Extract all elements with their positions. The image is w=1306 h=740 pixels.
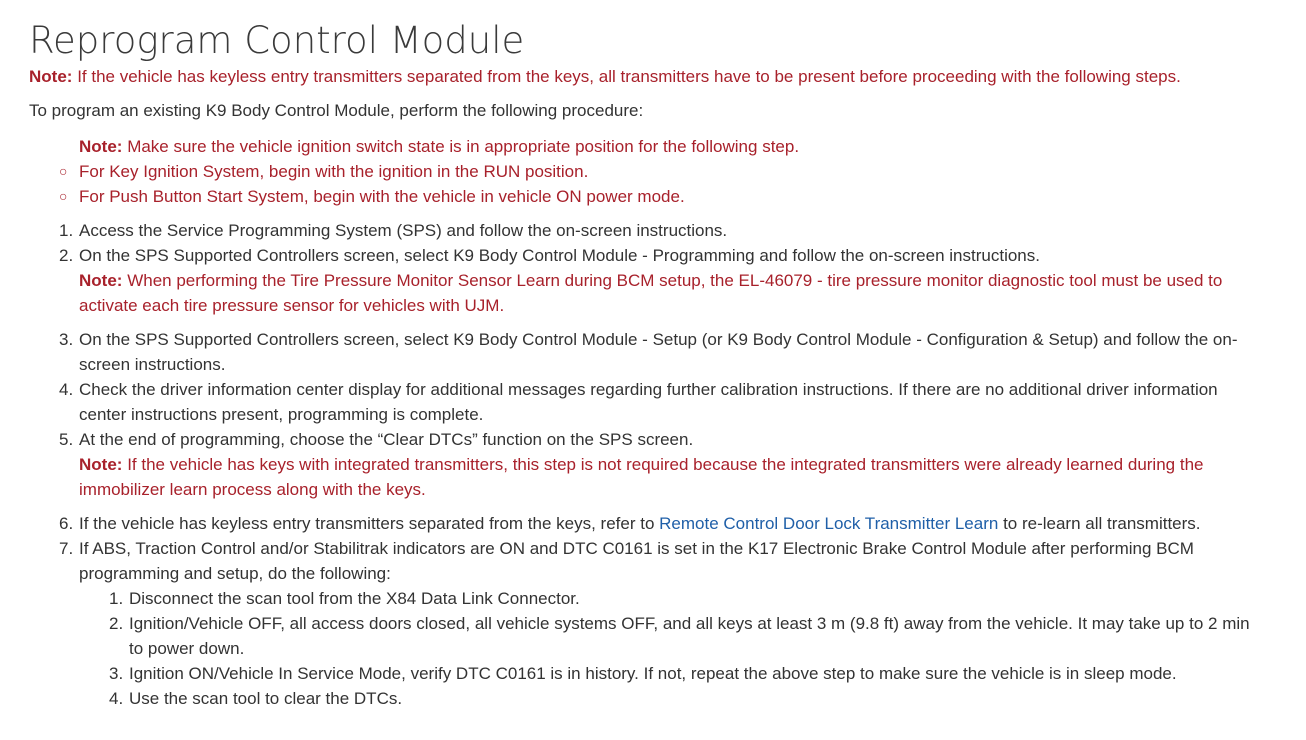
- step-number: 4.: [109, 689, 124, 708]
- step-note-text: If the vehicle has keys with integrated transmitters, this step is not required because the integrated transmitters were already learned during the immobilizer learn process along with the keys.: [79, 455, 1204, 499]
- step-text: If ABS, Traction Control and/or Stabilitrak indicators are ON and DTC C0161 is set in the K17 Electronic Brake Control Module after performing BCM programming and setup, do the following:: [79, 539, 1194, 583]
- top-note: [29, 64, 1259, 89]
- step-2: [59, 243, 1259, 318]
- note-label: Note:: [79, 271, 123, 290]
- list-item-text: For Push Button Start System, begin with the vehicle in vehicle ON power mode.: [79, 187, 685, 206]
- sub-step-1: [109, 586, 1259, 611]
- transmitter-learn-link[interactable]: Remote Control Door Lock Transmitter Learn: [659, 514, 999, 533]
- step-number: 7.: [59, 539, 74, 558]
- step-number: 2.: [59, 246, 74, 265]
- sub-steps: [79, 586, 1259, 711]
- sub-step-4: [109, 686, 1259, 711]
- step-note: [79, 268, 1259, 318]
- step-number: 1.: [59, 221, 74, 240]
- list-item: [59, 159, 1259, 184]
- step-number: 4.: [59, 380, 74, 399]
- step-text: Check the driver information center display for additional messages regarding further calibration instructions. If there are no additional driver information center instructions present, programming is complete.: [79, 380, 1218, 424]
- circle-bullet-icon: ○: [59, 163, 68, 179]
- circle-bullet-icon: ○: [59, 188, 68, 204]
- list-item-text: For Key Ignition System, begin with the ignition in the RUN position.: [79, 162, 589, 181]
- step-text: If the vehicle has keyless entry transmitters separated from the keys, refer to: [79, 514, 660, 533]
- ignition-options-list: [29, 159, 1259, 209]
- step-number: 2.: [109, 614, 124, 633]
- note-label: Note:: [29, 67, 73, 86]
- step-note-text: When performing the Tire Pressure Monitor Sensor Learn during BCM setup, the EL-46079 - tire pressure monitor diagnostic tool must be used to activate each tire pressure sensor for vehicles with UJM.: [79, 271, 1223, 315]
- step-note: [79, 452, 1259, 502]
- sub-step-2: [109, 611, 1259, 661]
- step-4: [59, 377, 1259, 427]
- pre-step-note: [79, 134, 1259, 159]
- procedure-steps: [29, 218, 1259, 711]
- pre-step-note-text: Make sure the vehicle ignition switch state is in appropriate position for the following step.: [127, 137, 800, 156]
- step-number: 3.: [59, 330, 74, 349]
- note-label: Note:: [79, 455, 123, 474]
- step-text: Ignition/Vehicle OFF, all access doors closed, all vehicle systems OFF, and all keys at least 3 m (9.8 ft) away from the vehicle. It may take up to 2 min to power down.: [129, 614, 1250, 658]
- step-text: On the SPS Supported Controllers screen, select K9 Body Control Module - Programming and follow the on-screen instructions.: [79, 246, 1040, 265]
- step-5: [59, 427, 1259, 502]
- list-item: [59, 184, 1259, 209]
- step-6: [59, 511, 1259, 536]
- step-text: Use the scan tool to clear the DTCs.: [129, 689, 403, 708]
- step-7: [59, 536, 1259, 711]
- step-text: Access the Service Programming System (SPS) and follow the on-screen instructions.: [79, 221, 728, 240]
- step-1: [59, 218, 1259, 243]
- step-text: to re-learn all transmitters.: [998, 514, 1201, 533]
- intro-text: To program an existing K9 Body Control Module, perform the following procedure:: [29, 101, 644, 120]
- note-label: Note:: [79, 137, 123, 156]
- step-number: 5.: [59, 430, 74, 449]
- sub-step-3: [109, 661, 1259, 686]
- step-text: At the end of programming, choose the “Clear DTCs” function on the SPS screen.: [79, 430, 694, 449]
- step-text: Ignition ON/Vehicle In Service Mode, verify DTC C0161 is in history. If not, repeat the above step to make sure the vehicle is in sleep mode.: [129, 664, 1177, 683]
- step-number: 3.: [109, 664, 124, 683]
- step-number: 1.: [109, 589, 124, 608]
- step-3: [59, 327, 1259, 377]
- step-number: 6.: [59, 514, 74, 533]
- step-text: Disconnect the scan tool from the X84 Data Link Connector.: [129, 589, 580, 608]
- page-title: Reprogram Control Module: [29, 19, 525, 62]
- top-note-text: If the vehicle has keyless entry transmitters separated from the keys, all transmitters have to be present before proceeding with the following steps.: [77, 67, 1181, 86]
- step-text: On the SPS Supported Controllers screen, select K9 Body Control Module - Setup (or K9 Body Control Module - Configuration & Setup) and follow the on-screen instructions.: [79, 330, 1238, 374]
